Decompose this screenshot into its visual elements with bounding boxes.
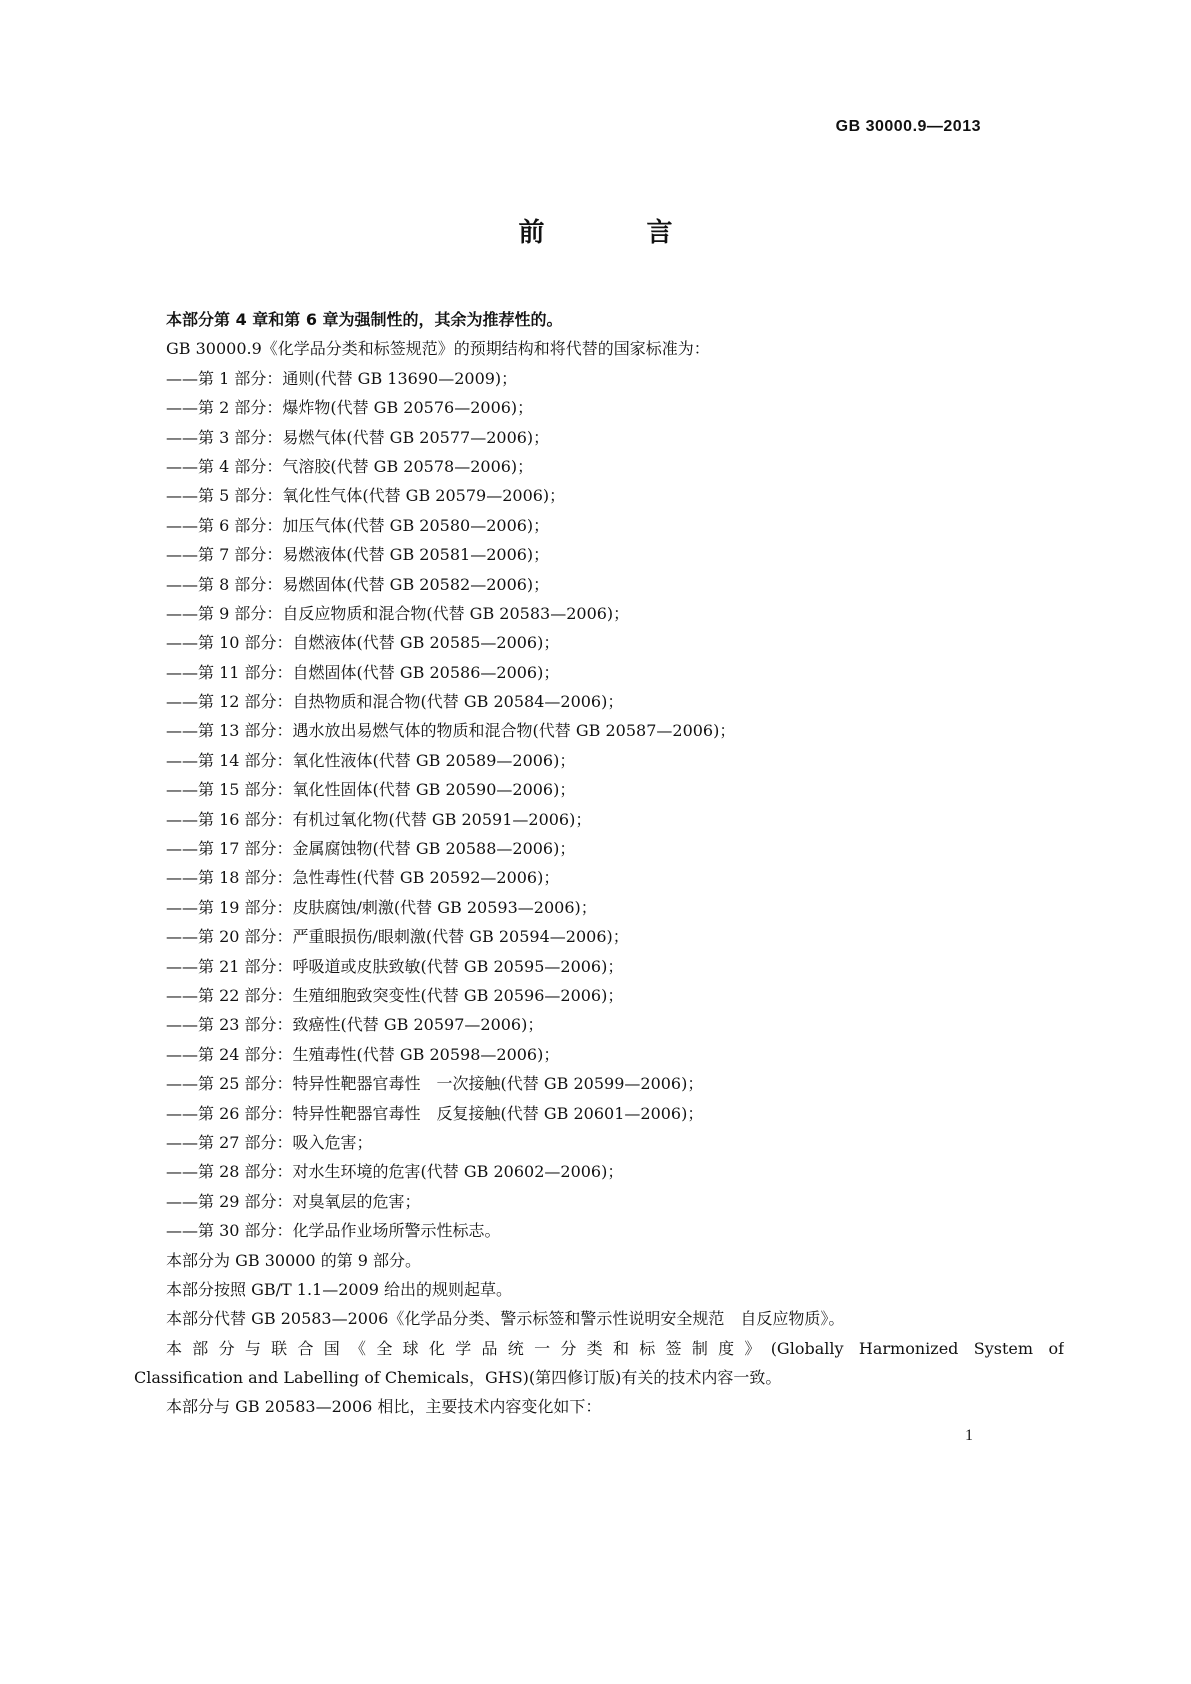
list-item: ——第 7 部分：易燃液体(代替 GB 20581—2006)； — [166, 545, 550, 565]
list-item: ——第 9 部分：自反应物质和混合物(代替 GB 20583—2006)； — [166, 603, 630, 623]
list-item: ——第 28 部分：对水生环境的危害(代替 GB 20602—2006)； — [166, 1162, 624, 1182]
list-item: ——第 3 部分：易燃气体(代替 GB 20577—2006)； — [166, 427, 550, 447]
mandatory-note: 本部分第 4 章和第 6 章为强制性的，其余为推荐性的。 — [166, 310, 563, 329]
list-item: ——第 12 部分：自热物质和混合物(代替 GB 20584—2006)； — [166, 692, 624, 712]
list-item: ——第 22 部分：生殖细胞致突变性(代替 GB 20596—2006)； — [166, 985, 624, 1005]
list-item: ——第 16 部分：有机过氧化物(代替 GB 20591—2006)； — [166, 809, 592, 829]
list-item: ——第 23 部分：致癌性(代替 GB 20597—2006)； — [166, 1015, 544, 1035]
list-item: ——第 1 部分：通则(代替 GB 13690—2009)； — [166, 368, 518, 388]
list-item: ——第 6 部分：加压气体(代替 GB 20580—2006)； — [166, 515, 550, 535]
standard-code: GB 30000.9—2013 — [835, 118, 981, 135]
structure-intro: GB 30000.9《化学品分类和标签规范》的预期结构和将代替的国家标准为： — [166, 339, 710, 359]
list-item: ——第 5 部分：氧化性气体(代替 GB 20579—2006)； — [166, 486, 566, 506]
list-item: ——第 26 部分：特异性靶器官毒性 反复接触(代替 GB 20601—2006)； — [166, 1103, 704, 1123]
list-item: ——第 11 部分：自燃固体(代替 GB 20586—2006)； — [166, 662, 560, 682]
list-item: ——第 8 部分：易燃固体(代替 GB 20582—2006)； — [166, 574, 550, 594]
foreword-content — [134, 305, 1064, 1422]
page-title: 前 言 — [518, 218, 711, 248]
part-of-statement: 本部分为 GB 30000 的第 9 部分。 — [166, 1250, 422, 1270]
ghs-statement-line1: 本部分与联合国《全球化学品统一分类和标签制度》(Globally Harmonized System of — [166, 1338, 1064, 1358]
page-number: 1 — [965, 1427, 973, 1444]
list-item: ——第 29 部分：对臭氧层的危害； — [166, 1191, 421, 1211]
list-item: ——第 15 部分：氧化性固体(代替 GB 20590—2006)； — [166, 780, 576, 800]
parts-list — [134, 364, 1064, 1246]
list-item: ——第 27 部分：吸入危害； — [166, 1132, 373, 1152]
replaces-statement: 本部分代替 GB 20583—2006《化学品分类、警示标签和警示性说明安全规范 自反应物质》。 — [166, 1309, 845, 1329]
list-item: ——第 24 部分：生殖毒性(代替 GB 20598—2006)； — [166, 1044, 560, 1064]
list-item: ——第 10 部分：自燃液体(代替 GB 20585—2006)； — [166, 633, 560, 653]
list-item: ——第 17 部分：金属腐蚀物(代替 GB 20588—2006)； — [166, 839, 576, 859]
drafting-rules-statement: 本部分按照 GB/T 1.1—2009 给出的规则起草。 — [166, 1279, 513, 1299]
list-item: ——第 13 部分：遇水放出易燃气体的物质和混合物(代替 GB 20587—2006)； — [166, 721, 736, 741]
ghs-statement-line2: Classification and Labelling of Chemicals，GHS)(第四修订版)有关的技术内容一致。 — [134, 1368, 782, 1388]
list-item: ——第 18 部分：急性毒性(代替 GB 20592—2006)； — [166, 868, 560, 888]
list-item: ——第 21 部分：呼吸道或皮肤致敏(代替 GB 20595—2006)； — [166, 956, 624, 976]
list-item: ——第 20 部分：严重眼损伤/眼刺激(代替 GB 20594—2006)； — [166, 927, 629, 947]
list-item: ——第 25 部分：特异性靶器官毒性 一次接触(代替 GB 20599—2006)； — [166, 1074, 704, 1094]
list-item: ——第 4 部分：气溶胶(代替 GB 20578—2006)； — [166, 456, 534, 476]
list-item: ——第 2 部分：爆炸物(代替 GB 20576—2006)； — [166, 398, 534, 418]
list-item: ——第 30 部分：化学品作业场所警示性标志。 — [166, 1221, 501, 1241]
list-item: ——第 19 部分：皮肤腐蚀/刺激(代替 GB 20593—2006)； — [166, 897, 597, 917]
changes-intro: 本部分与 GB 20583—2006 相比，主要技术内容变化如下： — [166, 1397, 602, 1417]
list-item: ——第 14 部分：氧化性液体(代替 GB 20589—2006)； — [166, 750, 576, 770]
